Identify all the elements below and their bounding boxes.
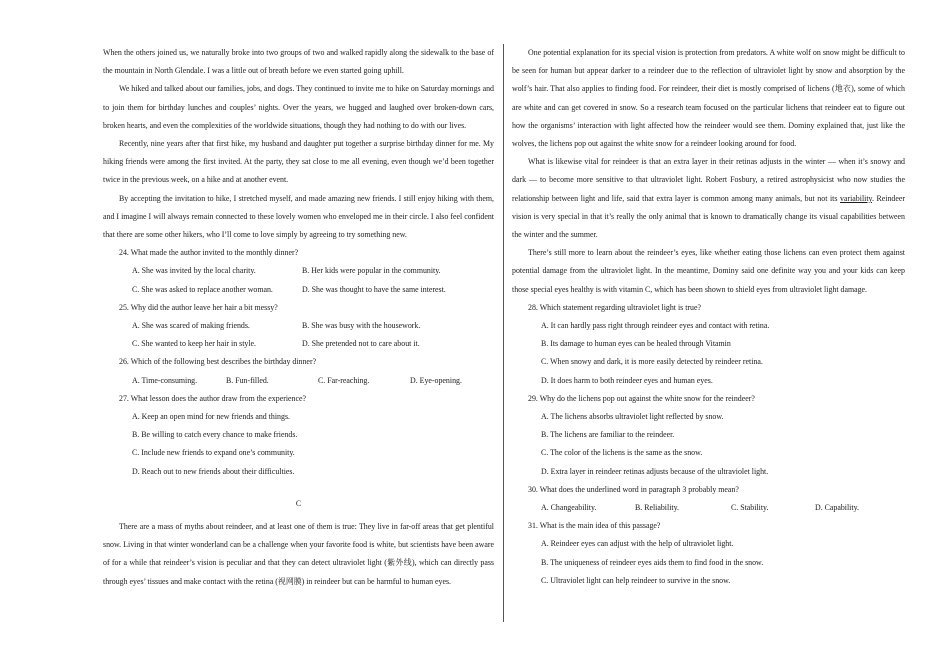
option-b: B. She was busy with the housework. [302,321,421,331]
option-row [103,262,494,280]
option-a: A. She was invited by the local charity. [132,266,256,276]
option-row [103,317,494,335]
question-stem: 28. Which statement regarding ultraviolet light is true? [528,302,701,312]
option-d: D. She was thought to have the same interest. [302,284,446,294]
option-row [103,372,494,390]
option-c: C. Far-reaching. [318,375,370,385]
option-a: A. Reindeer eyes can adjust with the help of ultraviolet light. [541,539,734,549]
passage-b-paragraph-3: Recently, nine years after that first hike, my husband and daughter put together a surprise birthday dinner for me. My hiking friends were among the first invited. At the party, they sat close to me all evening, even though we’d been together twice in the previous week, on a hike and at another event. [103,139,494,185]
paragraph-text: . Reindeer vision is very special in that it’s really the only animal that is known to dramatically change its visual capabilities between the winter and the summer. [512,193,905,240]
passage-c-paragraph-1: There are a mass of myths about reindeer, and at least one of them is true: They live in far-off areas that get plentiful snow. Living in that winter wonderland can be a challenge when your favorite food is white, but scientists have been aware of for a while that reindeer’s vision is peculiar and that they can detect ultraviolet light (紫外线), which can directly pass through eyes’ tissues and make contact with the retina (视网膜) in reindeer but can be harmful to human eyes. [103,522,494,586]
question-stem: 29. Why do the lichens pop out against the white snow for the reindeer? [528,393,755,403]
column-divider [503,44,504,622]
option-b: B. The lichens are familiar to the reindeer. [541,430,675,440]
option-b: B. Her kids were popular in the community. [302,266,441,276]
option-a: A. Changeability. [541,503,597,513]
question-stem: 31. What is the main idea of this passage? [528,521,661,531]
option-b: B. The uniqueness of reindeer eyes aids them to find food in the snow. [541,557,764,567]
option-c: C. She was asked to replace another woman. [132,284,273,294]
option-d: D. Capability. [815,503,859,513]
question-stem: 25. Why did the author leave her hair a bit messy? [119,302,278,312]
option-b: B. Be willing to catch every chance to make friends. [132,430,298,440]
option-row [103,335,494,353]
option-c: C. Include new friends to expand one’s community. [132,448,295,458]
left-column [103,44,494,591]
question-stem: 30. What does the underlined word in paragraph 3 probably mean? [528,484,739,494]
option-row [103,281,494,299]
question-25 [103,299,494,354]
option-a: A. Keep an open mind for new friends and things. [132,412,290,422]
paragraph-text: What is likewise vital for reindeer is that an extra layer in their retinas adjusts in the winter — when it’s snowy and dark — to become more sensitive to that ultraviolet light. Robert Fosbury, a retired astrophysicist who now studies the relationship between light and life, said that extra layer is common among many animals, but not its [512,157,905,203]
question-24 [103,244,494,299]
passage-c-paragraph-3 [512,153,905,244]
option-a: A. It can hardly pass right through reindeer eyes and contact with retina. [541,321,770,331]
option-c: C. When snowy and dark, it is more easily detected by reindeer retina. [541,357,763,367]
option-d: D. Extra layer in reindeer retinas adjusts because of the ultraviolet light. [541,466,769,476]
option-b: B. Its damage to human eyes can be healed through Vitamin [541,339,731,349]
option-b: B. Fun-filled. [226,375,269,385]
option-c: C. Stability. [731,503,769,513]
option-d: D. Reach out to new friends about their difficulties. [132,466,295,476]
question-stem: 24. What made the author invited to the monthly dinner? [119,248,299,258]
section-heading-c: C [295,498,302,508]
option-d: D. It does harm to both reindeer eyes and human eyes. [541,375,713,385]
passage-c-paragraph-2: One potential explanation for its special vision is protection from predators. A white wolf on snow might be difficult to be seen for human but appear darker to a reindeer due to the reflection of ultraviolet light by snow and absorption by the wolf’s hair. That also applies to finding food. For reindeer, their diet is mostly comprised of lichens (地衣), some of which are white and can get covered in snow. So a research team focused on the particular lichens that reindeer eat to figure out how the organisms’ interaction with light affected how the reindeer would see them. Dominy explained that, just like the wolves, the lichens pop out against the white snow for a reindeer looking around for food. [512,48,905,149]
option-b: B. Reliability. [635,503,679,513]
option-row [512,499,905,517]
question-31 [512,517,905,590]
option-c: C. Ultraviolet light can help reindeer to survive in the snow. [541,575,731,585]
question-stem: 27. What lesson does the author draw from the experience? [119,393,306,403]
passage-b-paragraph-2: We hiked and talked about our families, jobs, and dogs. They continued to invite me to hike on Saturday mornings and to join them for birthday lunches and couples’ nights. Over the years, we hugged and laughed over broken-down cars, broken hearts, and even the complexities of the worldwide situations, though they had nothing to do with our lives. [103,84,494,130]
passage-b-paragraph-1: When the others joined us, we naturally broke into two groups of two and walked rapidly along the sidewalk to the base of the mountain in North Glendale. I was a little out of breath before we even started going uphill. [103,48,494,76]
passage-c-paragraph-4: There’s still more to learn about the reindeer’s eyes, like whether eating those lichens can even protect them against potential damage from the ultraviolet light. In the meantime, Dominy said one definite way you and your kids can keep those special eyes healthy is with vitamin C, which has been shown to shield eyes from ultraviolet light damage. [512,248,905,294]
option-c: C. The color of the lichens is the same as the snow. [541,448,703,458]
underlined-word: variability [840,193,872,203]
right-column [512,44,905,590]
option-a: A. She was scared of making friends. [132,321,250,331]
question-27 [103,390,494,481]
question-26 [103,353,494,389]
question-30 [512,481,905,517]
question-28 [512,299,905,390]
passage-b-paragraph-4: By accepting the invitation to hike, I stretched myself, and made amazing new friends. I still enjoy hiking with them, and I imagine I will always remain connected to these lovely women who enveloped me in their circle. I also feel confident that there are some other hikers, who I’ll come to love simply by agreeing to try something new. [103,193,494,240]
option-d: D. Eye-opening. [410,375,462,385]
question-29 [512,390,905,481]
question-stem: 26. Which of the following best describes the birthday dinner? [119,357,317,367]
option-a: A. Time-consuming. [132,375,198,385]
option-a: A. The lichens absorbs ultraviolet light reflected by snow. [541,412,724,422]
option-d: D. She pretended not to care about it. [302,339,420,349]
option-c: C. She wanted to keep her hair in style. [132,339,257,349]
